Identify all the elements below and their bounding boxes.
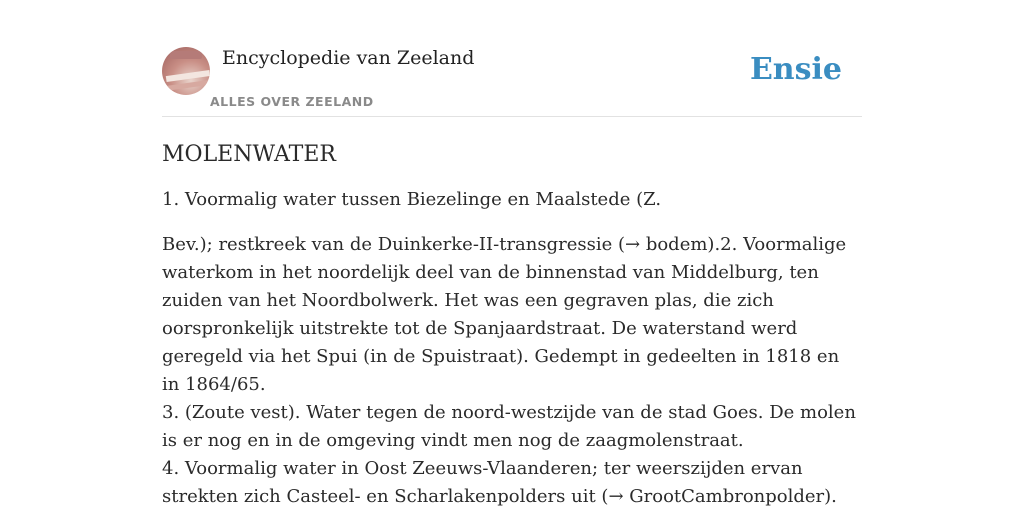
site-logo-avatar[interactable] [162,47,210,95]
site-header [162,44,862,117]
ensie-brand-logo[interactable]: Ensie [749,52,842,87]
site-title-link[interactable]: Encyclopedie van Zeeland [222,47,475,69]
site-tagline: ALLES OVER ZEELAND [210,94,374,109]
article-paragraph-1: 1. Voormalig water tussen Biezelinge en Maalstede (Z. [162,189,662,210]
article-paragraph-2: Bev.); restkreek van de Duinkerke-II-transgressie (→ bodem).2. Voormalige waterkom in het noordelijk deel van de binnenstad van Middelburg, ten zuiden van het Noordbolwerk. Het was een gegraven plas, die zich oorspronkelijk uitstrekte tot de Spanjaardstraat. De waterstand werd geregeld via het Spui (in de Spuistraat). Gedempt in gedeelten in 1818 en in 1864/65. 3. (Zoute vest). Water tegen de noord-westzijde van de stad Goes. De molen is er nog en in de omgeving vindt men nog de zaagmolenstraat. 4. Voormalig water in Oost Zeeuws-Vlaanderen; ter weerszijden ervan strekten zich Casteel- en Scharlakenpolders uit (→ GrootCambronpolder). [162,234,856,507]
article-title: MOLENWATER [162,142,336,167]
article [162,138,862,512]
